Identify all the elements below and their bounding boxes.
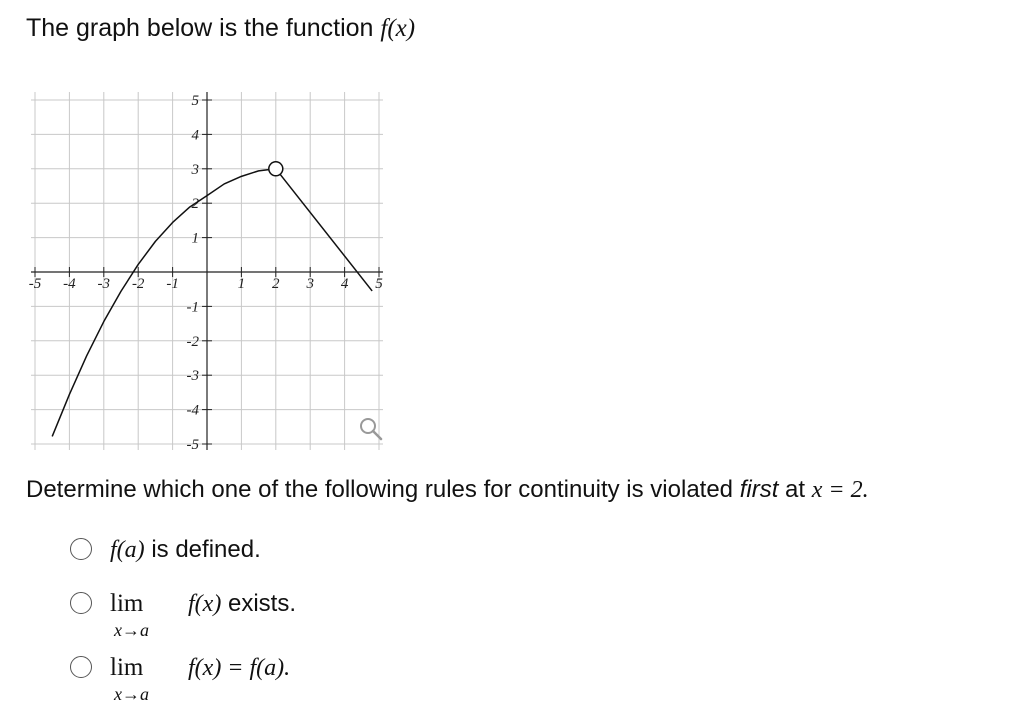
prompt-title <box>26 14 415 43</box>
limit-word: lim <box>110 654 144 681</box>
y-tick-label: -3 <box>186 368 199 385</box>
x-tick-label: -5 <box>28 276 42 292</box>
option-text: is defined. <box>151 536 261 563</box>
x-tick-label: 3 <box>306 276 314 292</box>
x-tick-label: -1 <box>166 276 179 292</box>
limit-word: lim <box>110 590 144 617</box>
limit-subscript: x→a <box>114 684 149 704</box>
radio-button[interactable] <box>70 592 92 614</box>
open-point <box>269 162 283 176</box>
y-tick-label: 3 <box>191 161 199 178</box>
magnifier-icon[interactable] <box>361 419 381 439</box>
limit-notation <box>110 590 149 640</box>
y-tick-label: -2 <box>186 333 199 350</box>
y-tick-label: -5 <box>186 437 199 450</box>
question-emphasis: first <box>739 476 779 503</box>
option-label <box>110 536 261 564</box>
radio-button[interactable] <box>70 538 92 560</box>
question-middle: at <box>785 476 806 503</box>
prompt-text: The graph below is the function <box>26 14 374 42</box>
limit-notation <box>110 654 149 704</box>
option-expression: f(x) <box>188 591 222 617</box>
x-tick-label: 2 <box>272 276 280 292</box>
y-tick-label: 5 <box>191 93 199 109</box>
option-expression: f(x) = f(a). <box>188 655 291 681</box>
function-curve <box>52 169 276 437</box>
x-tick-label: 4 <box>340 276 349 292</box>
y-tick-label: 2 <box>191 196 199 213</box>
option-expression-group <box>188 590 296 618</box>
x-tick-label: 5 <box>375 276 383 292</box>
y-tick-label: -1 <box>186 299 199 316</box>
y-tick-label: -4 <box>186 402 199 419</box>
option-text: exists. <box>227 590 296 617</box>
option-expression-group <box>188 654 290 682</box>
question-condition: x = 2. <box>811 477 869 503</box>
question-prefix: Determine which one of the following rules for continuity is violated <box>26 476 734 503</box>
limit-subscript: x→a <box>114 620 149 640</box>
radio-button[interactable] <box>70 656 92 678</box>
function-graph <box>0 70 400 450</box>
y-tick-label: 4 <box>191 127 199 144</box>
question-text <box>26 476 869 504</box>
function-curve <box>276 169 372 291</box>
x-tick-label: -2 <box>131 276 145 292</box>
option-expression: f(a) <box>110 537 145 563</box>
x-tick-label: -4 <box>63 276 76 292</box>
function-label: f(x) <box>380 15 416 42</box>
y-tick-label: 1 <box>191 230 199 247</box>
x-tick-label: -3 <box>97 276 111 292</box>
x-tick-label: 1 <box>237 276 246 292</box>
